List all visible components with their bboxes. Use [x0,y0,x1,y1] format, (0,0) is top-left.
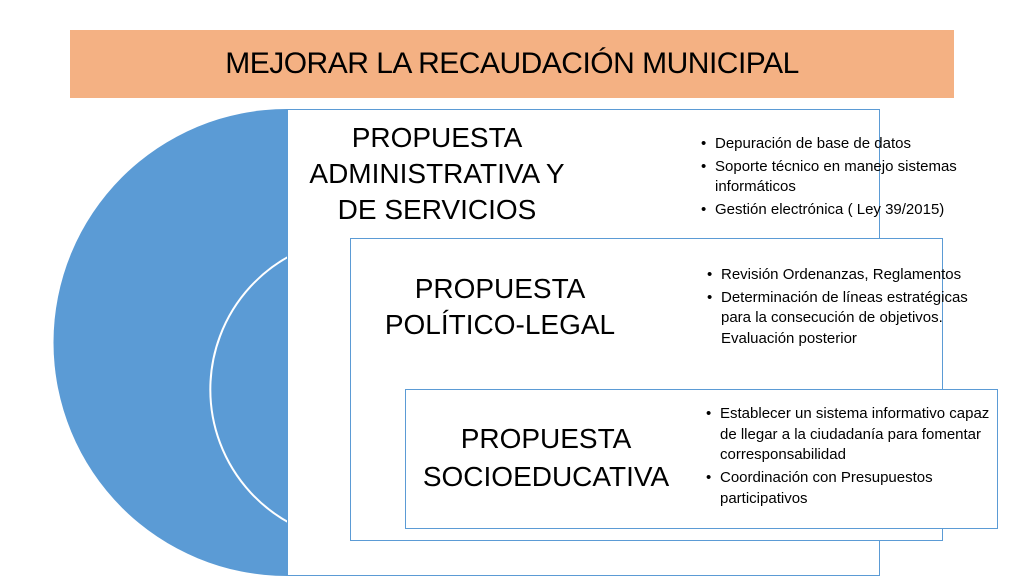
bullet-list-socioeducativa [706,404,996,511]
heading-line: SOCIOEDUCATIVA [422,460,670,492]
bullet-item: • Coordinación con Presupuestos participativos [706,468,996,509]
bullet-item: • Gestión electrónica ( Ley 39/2015) [701,200,991,221]
heading-line: DE SERVICIOS [337,193,537,225]
heading-line: PROPUESTA [460,423,632,454]
bullet-item: • Establecer un sistema informativo capaz de llegar a la ciudadanía para fomentar corresponsabilidad [706,404,996,466]
heading-line: PROPUESTA [351,122,523,153]
bullet-list-politico-legal [707,265,987,352]
heading-line: ADMINISTRATIVA Y [309,157,565,189]
heading-line: POLÍTICO-LEGAL [384,309,616,341]
bullet-list-administrativa [701,134,991,223]
bullet-item: • Determinación de líneas estratégicas para la consecución de objetivos. Evaluación posterior [707,288,987,350]
proposal-heading-politico-legal [351,271,649,344]
proposal-heading-socioeducativa [406,420,686,496]
bullet-item: • Revisión Ordenanzas, Reglamentos [707,265,987,286]
bullet-item: • Soporte técnico en manejo sistemas informáticos [701,157,991,198]
heading-line: PROPUESTA [414,273,586,304]
proposal-box-socioeducativa [405,389,998,529]
diagram-title: MEJORAR LA RECAUDACIÓN MUNICIPAL [225,47,799,80]
bullet-item: • Depuración de base de datos [701,134,991,155]
proposal-heading-administrativa [288,120,586,227]
